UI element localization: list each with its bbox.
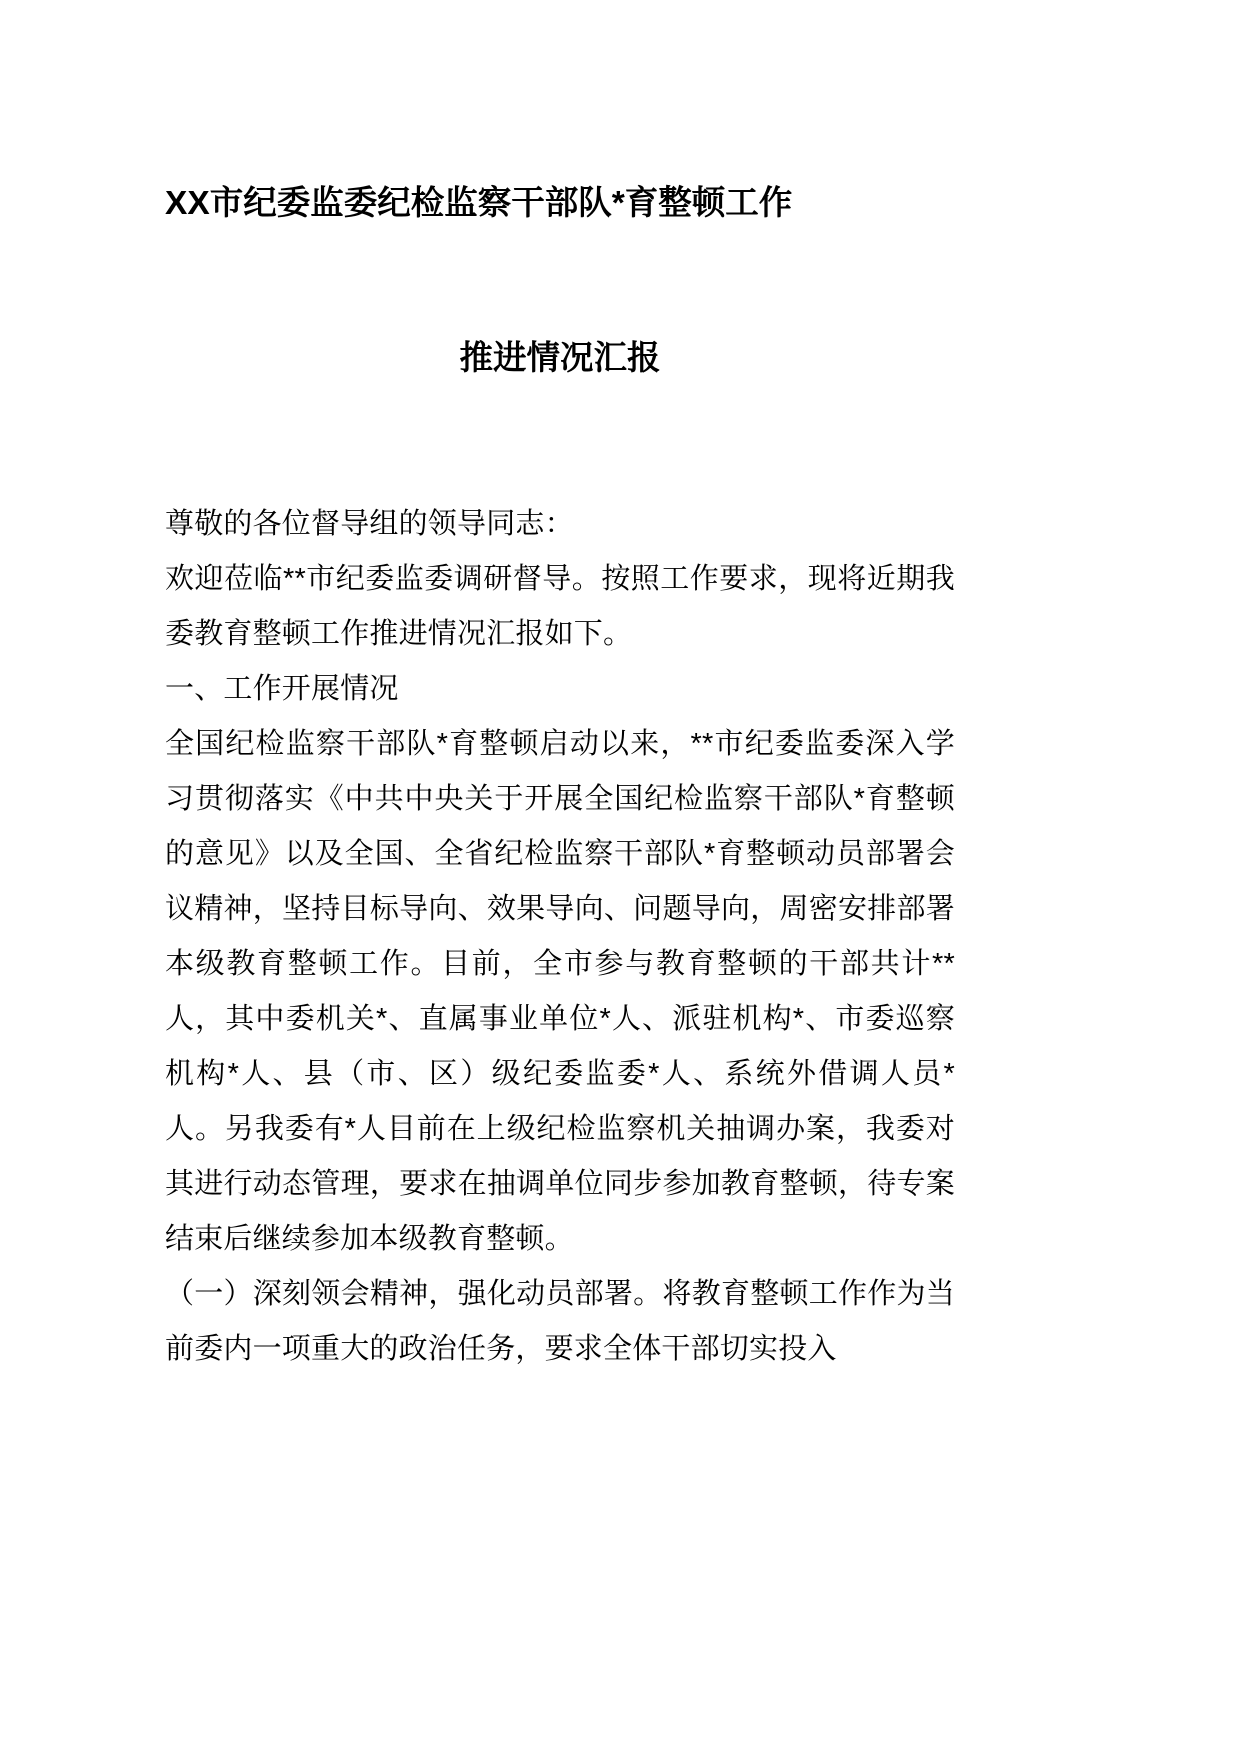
salutation: 尊敬的各位督导组的领导同志： <box>165 507 574 540</box>
document-title <box>165 178 955 385</box>
document-content <box>165 0 955 1377</box>
paragraph-subsection-one: （一）深刻领会精神，强化动员部署。将教育整顿工作作为当前委内一项重大的政治任务，要求全体干部切实投入 <box>165 1277 955 1365</box>
document-body <box>165 497 955 1377</box>
document-title-line-2: 推进情况汇报 <box>459 339 661 377</box>
document-title-line-1: XX市纪委监委纪检监察干部队*育整顿工作 <box>165 185 793 222</box>
paragraph-work-overview: 全国纪检监察干部队*育整顿启动以来，**市纪委监委深入学习贯彻落实《中共中央关于开展全国纪检监察干部队*育整顿的意见》以及全国、全省纪检监察干部队*育整顿动员部署会议精神，坚持目标导向、效果导向、问题导向，周密安排部署本级教育整顿工作。目前，全市参与教育整顿的干部共计**人，其中委机关*、直属事业单位*人、派驻机构*、市委巡察机构*人、县（市、区）级纪委监委*人、系统外借调人员*人。另我委有*人目前在上级纪检监察机关抽调办案，我委对其进行动态管理，要求在抽调单位同步参加教育整顿，待专案结束后继续参加本级教育整顿。 <box>165 727 955 1255</box>
paragraph-intro: 欢迎莅临**市纪委监委调研督导。按照工作要求，现将近期我委教育整顿工作推进情况汇报如下。 <box>165 562 955 650</box>
section-heading-work-progress: 一、工作开展情况 <box>165 672 399 705</box>
